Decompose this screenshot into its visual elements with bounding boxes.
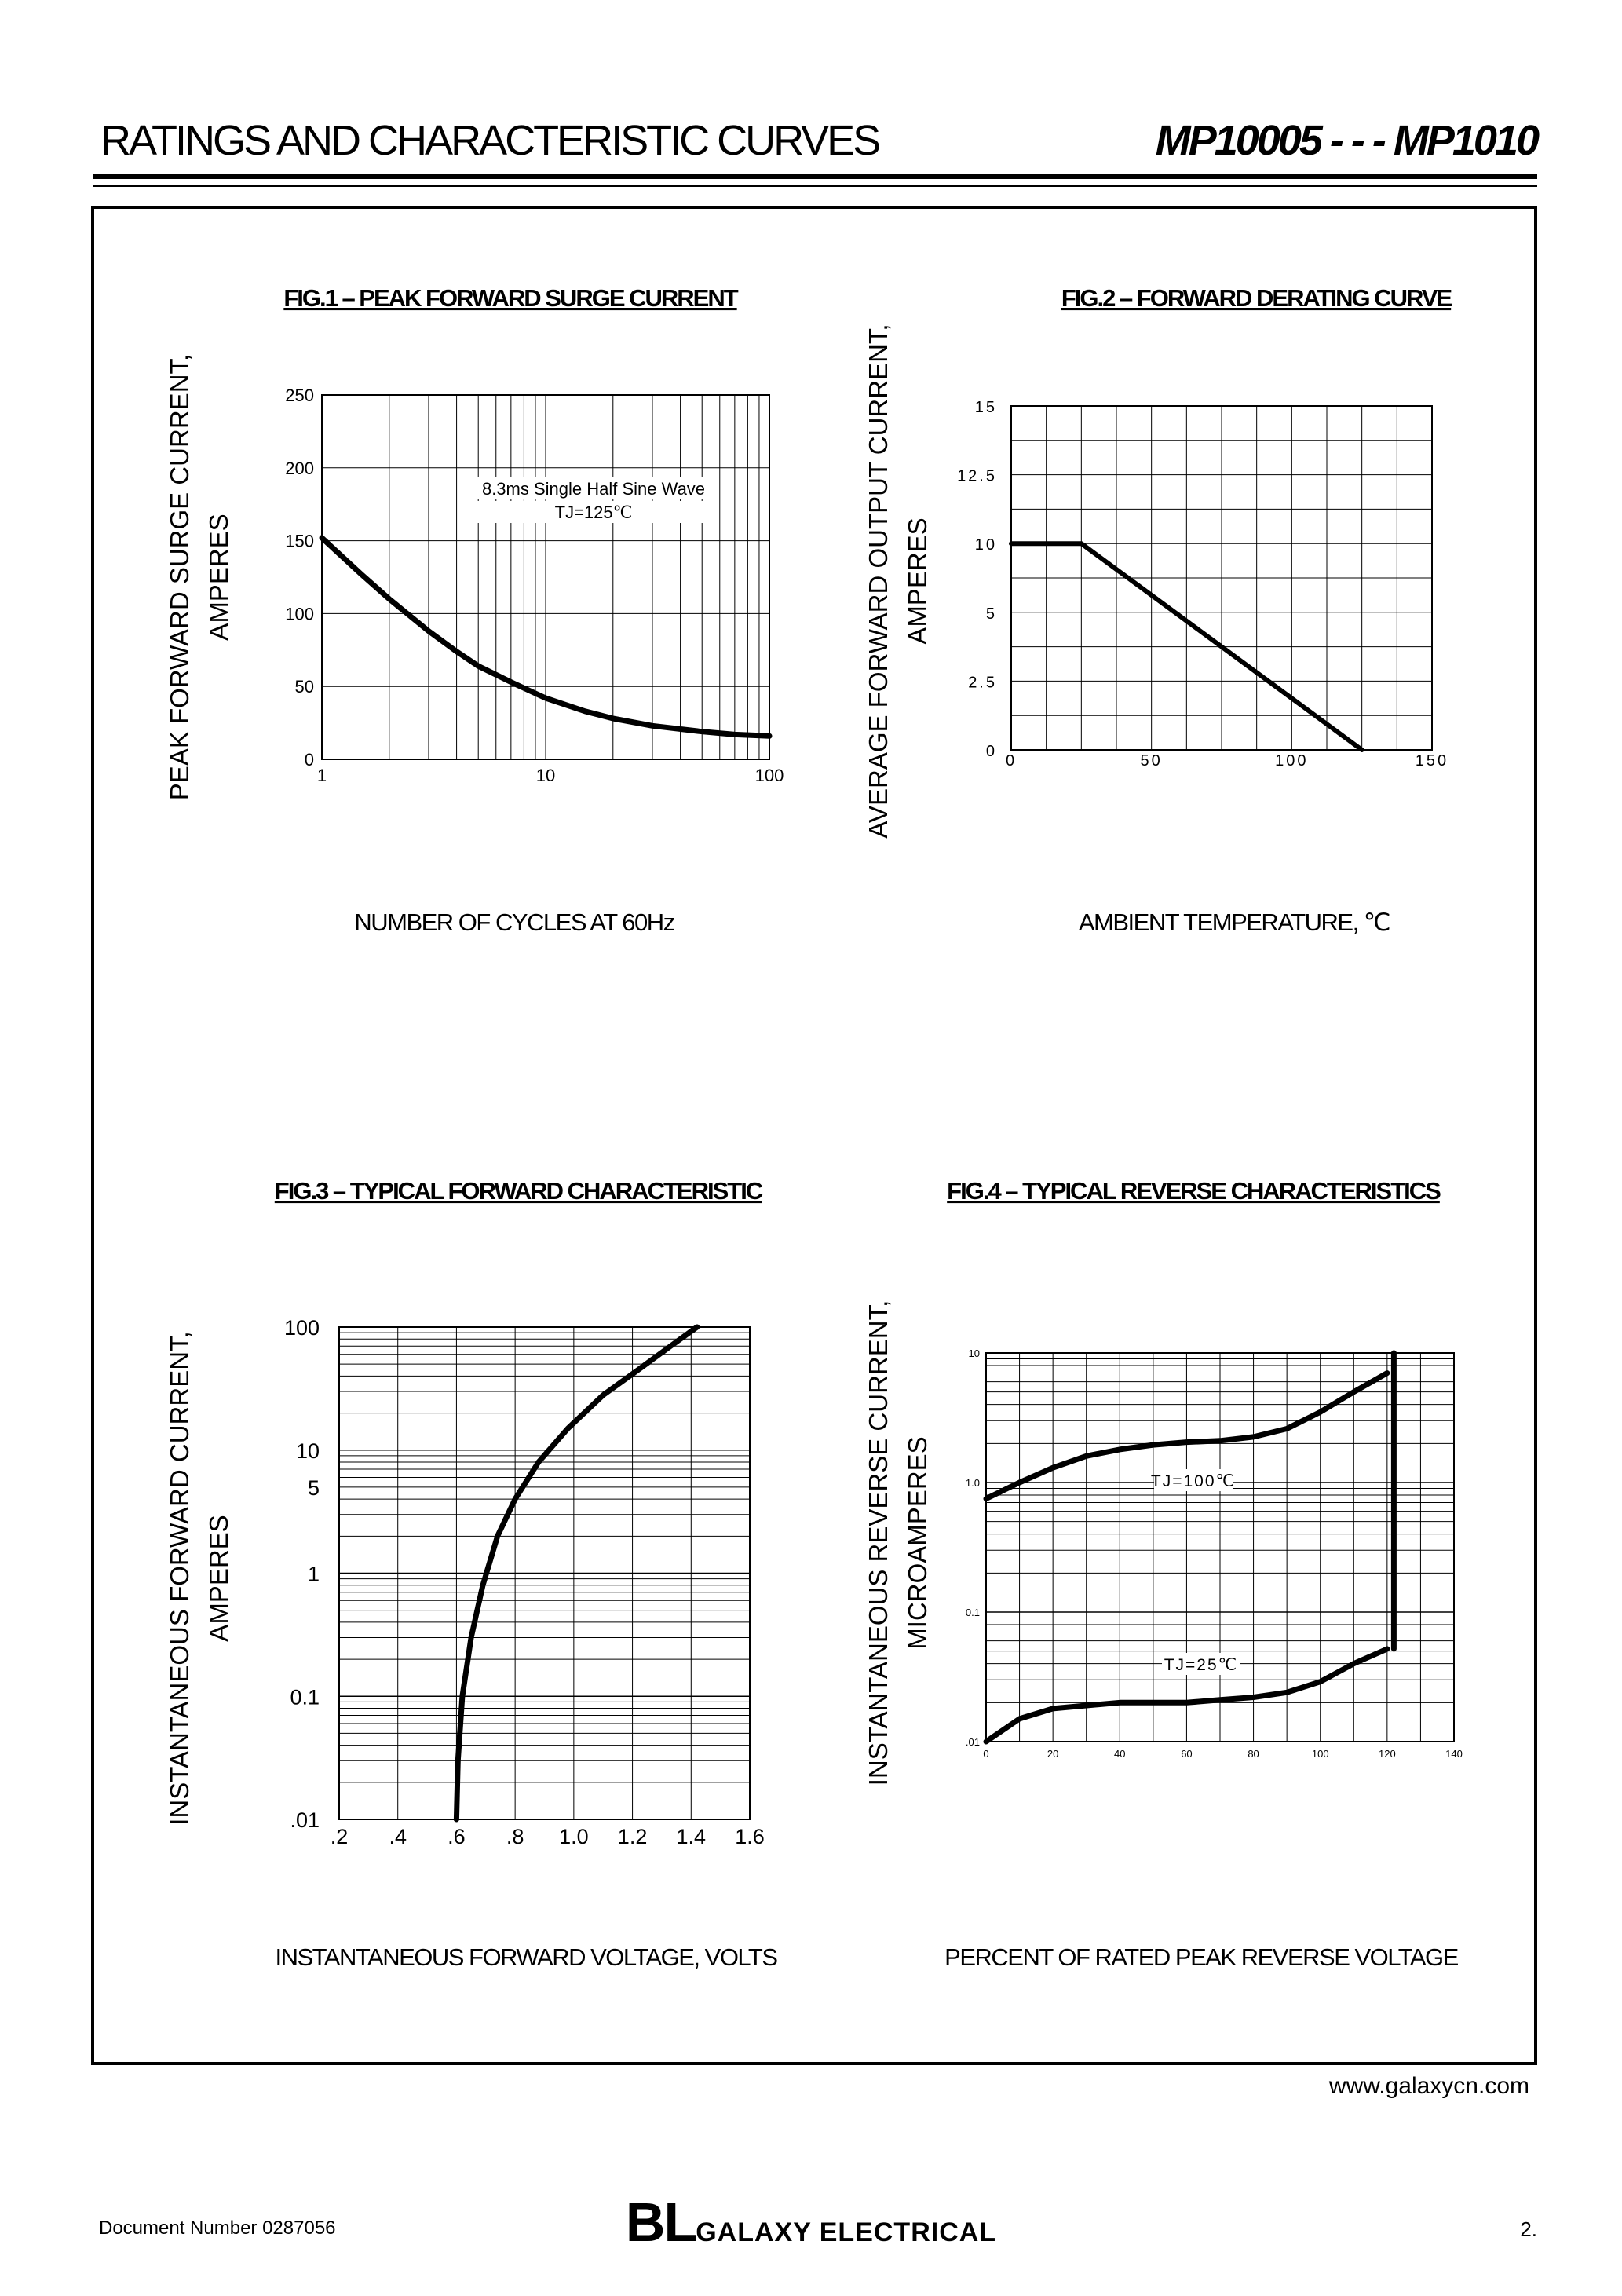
model-range: MP10005 - - - MP1010 bbox=[1155, 117, 1537, 164]
fig4-ytick-label: 0.1 bbox=[965, 1607, 980, 1618]
fig3-ylabel: INSTANTANEOUS FORWARD CURRENT, bbox=[165, 1331, 194, 1826]
fig3-ytick-label: .01 bbox=[290, 1808, 320, 1832]
fig4-xtick-label: 0 bbox=[983, 1748, 989, 1760]
fig2-ytick-label: 15 bbox=[974, 399, 997, 416]
brand-logo bbox=[0, 2191, 1622, 2254]
fig4-series-label: TJ=25℃ bbox=[1164, 1656, 1239, 1674]
fig3-ytick-label: 10 bbox=[295, 1439, 320, 1463]
fig4-xtick-label: 20 bbox=[1047, 1748, 1059, 1760]
fig3-ytick-label: 1 bbox=[307, 1562, 320, 1586]
fig1-ytick-label: 0 bbox=[304, 750, 314, 770]
fig4-xtick-label: 80 bbox=[1248, 1748, 1259, 1760]
fig2-ylabel: AMPERES bbox=[903, 517, 932, 645]
fig3-xtick-label: 1.2 bbox=[617, 1825, 648, 1848]
fig2-xtick-label: 150 bbox=[1415, 752, 1449, 770]
fig3-xtick-label: .6 bbox=[448, 1825, 466, 1848]
fig3-xtick-label: .2 bbox=[330, 1825, 349, 1848]
fig3-title: FIG.3 – TYPICAL FORWARD CHARACTERISTIC bbox=[274, 1177, 762, 1205]
fig1-annotation: TJ=125℃ bbox=[554, 503, 633, 522]
brand-mark: BL bbox=[625, 2192, 696, 2253]
fig1-xtick-label: 1 bbox=[316, 766, 327, 785]
fig1-xlabel: NUMBER OF CYCLES AT 60Hz bbox=[354, 909, 674, 936]
fig3-xtick-label: 1.0 bbox=[559, 1825, 589, 1848]
fig4-ytick-label: .01 bbox=[965, 1736, 980, 1748]
fig1-ytick-label: 150 bbox=[285, 531, 314, 551]
fig4-series-label: TJ=100℃ bbox=[1150, 1472, 1237, 1490]
fig4-xtick-label: 40 bbox=[1114, 1748, 1126, 1760]
page-title: RATINGS AND CHARACTERISTIC CURVES bbox=[100, 117, 879, 164]
fig1-ytick-label: 100 bbox=[285, 604, 314, 624]
fig3-xtick-label: .8 bbox=[506, 1825, 524, 1848]
fig2-ytick-label: 0 bbox=[985, 743, 997, 760]
fig3-xlabel: INSTANTANEOUS FORWARD VOLTAGE, VOLTS bbox=[275, 1943, 777, 1971]
fig4-ylabel: INSTANTANEOUS REVERSE CURRENT, bbox=[864, 1300, 893, 1786]
fig1-ytick-label: 200 bbox=[285, 458, 314, 478]
fig3-xtick-label: 1.4 bbox=[676, 1825, 707, 1848]
fig3-ytick-label: 5 bbox=[307, 1475, 320, 1500]
fig4-xlabel: PERCENT OF RATED PEAK REVERSE VOLTAGE bbox=[944, 1943, 1458, 1971]
fig1-xtick-label: 100 bbox=[754, 766, 784, 785]
fig1-ytick-label: 50 bbox=[294, 677, 314, 697]
fig3-ytick-label: 0.1 bbox=[290, 1685, 320, 1709]
fig4-ytick-label: 1.0 bbox=[965, 1477, 980, 1489]
fig4-xtick-label: 120 bbox=[1379, 1748, 1396, 1760]
fig2-xtick-label: 50 bbox=[1140, 752, 1163, 770]
page-number: 2. bbox=[1520, 2217, 1537, 2241]
fig1-ylabel: AMPERES bbox=[204, 514, 233, 641]
fig3-ylabel: AMPERES bbox=[204, 1515, 233, 1642]
document-number: Document Number 0287056 bbox=[99, 2217, 336, 2239]
fig2-ytick-label: 5 bbox=[985, 605, 997, 623]
fig3-ytick-label: 100 bbox=[283, 1316, 320, 1340]
fig4-title: FIG.4 – TYPICAL REVERSE CHARACTERISTICS bbox=[947, 1177, 1440, 1205]
website-url: www.galaxycn.com bbox=[1328, 2073, 1529, 2099]
fig4-xtick-label: 100 bbox=[1311, 1748, 1329, 1760]
fig2-xlabel: AMBIENT TEMPERATURE, ℃ bbox=[1078, 909, 1390, 936]
fig4-ylabel: MICROAMPERES bbox=[903, 1436, 932, 1650]
brand-name: GALAXY ELECTRICAL bbox=[696, 2217, 997, 2247]
fig2-title: FIG.2 – FORWARD DERATING CURVE bbox=[1061, 284, 1452, 312]
fig4-ytick-label: 10 bbox=[968, 1347, 980, 1359]
fig1-ylabel: PEAK FORWARD SURGE CURRENT, bbox=[165, 353, 194, 801]
fig4-xtick-label: 60 bbox=[1181, 1748, 1193, 1760]
fig1-annotation: 8.3ms Single Half Sine Wave bbox=[481, 479, 706, 499]
fig2-xtick-label: 100 bbox=[1275, 752, 1309, 770]
fig4-xtick-label: 140 bbox=[1445, 1748, 1463, 1760]
fig3-xtick-label: .4 bbox=[389, 1825, 407, 1848]
fig2-xtick-label: 0 bbox=[1005, 752, 1017, 770]
fig2-ytick-label: 10 bbox=[974, 536, 997, 554]
fig1-title: FIG.1 – PEAK FORWARD SURGE CURRENT bbox=[283, 284, 737, 312]
fig1-xtick-label: 10 bbox=[535, 766, 556, 785]
fig1-ytick-label: 250 bbox=[285, 386, 314, 405]
fig2-ytick-label: 2.5 bbox=[968, 674, 997, 692]
fig3-xtick-label: 1.6 bbox=[735, 1825, 765, 1848]
fig2-ylabel: AVERAGE FORWARD OUTPUT CURRENT, bbox=[864, 324, 893, 839]
fig2-ytick-label: 12.5 bbox=[957, 467, 997, 485]
